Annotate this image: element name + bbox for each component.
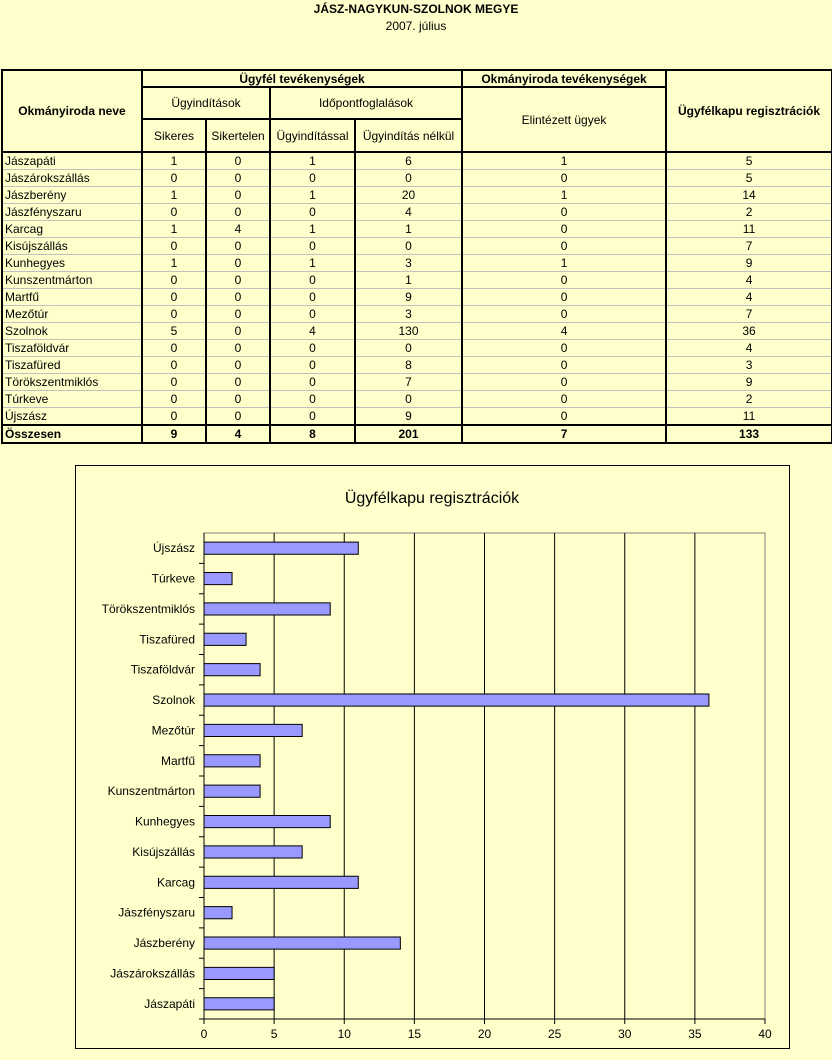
cell-gateway-registrations: 7: [666, 238, 832, 255]
cell-successful: 0: [142, 340, 206, 357]
cell-gateway-registrations: 2: [666, 391, 832, 408]
table-row: [2, 204, 832, 221]
bar: [204, 542, 358, 554]
cell-without-initiation: 8: [355, 357, 462, 374]
cell-unsuccessful: 0: [206, 408, 270, 426]
cell-successful: 0: [142, 306, 206, 323]
cell-successful: 5: [142, 323, 206, 340]
cell-with-initiation: 1: [270, 221, 355, 238]
category-label: Jászfényszaru: [118, 905, 195, 920]
category-label: Tiszaföldvár: [130, 662, 195, 677]
cell-with-initiation: 0: [270, 170, 355, 187]
cell-completed-cases: 0: [462, 221, 666, 238]
bar: [204, 785, 260, 797]
cell-unsuccessful: 0: [206, 374, 270, 391]
cell-successful: 1: [142, 255, 206, 272]
bar: [204, 633, 246, 645]
cell-without-initiation: 3: [355, 255, 462, 272]
table-row: [2, 340, 832, 357]
table-row: [2, 408, 832, 426]
cell-unsuccessful: 0: [206, 272, 270, 289]
table-row: [2, 374, 832, 391]
header-appointments: Időpontfoglalások: [270, 87, 462, 119]
total-completed-cases: 7: [462, 425, 666, 443]
cell-without-initiation: 1: [355, 272, 462, 289]
category-label: Szolnok: [152, 693, 195, 708]
header-with-initiation: Ügyindítással: [270, 119, 355, 152]
bar: [204, 603, 330, 615]
cell-with-initiation: 1: [270, 255, 355, 272]
bar: [204, 846, 302, 858]
total-row: [2, 425, 832, 443]
header-office-activities: Okmányiroda tevékenységek: [462, 70, 666, 87]
cell-successful: 0: [142, 204, 206, 221]
bar: [204, 724, 302, 736]
cell-with-initiation: 0: [270, 238, 355, 255]
table-row: [2, 170, 832, 187]
cell-unsuccessful: 0: [206, 340, 270, 357]
page-subtitle: 2007. július: [385, 19, 447, 33]
cell-without-initiation: 9: [355, 408, 462, 426]
cell-with-initiation: 4: [270, 323, 355, 340]
table-row: [2, 272, 832, 289]
cell-gateway-registrations: 4: [666, 289, 832, 306]
cell-with-initiation: 0: [270, 204, 355, 221]
bar: [204, 876, 358, 888]
total-gateway-registrations: 133: [666, 425, 832, 443]
cell-completed-cases: 0: [462, 204, 666, 221]
cell-office-name: Mezőtúr: [2, 306, 142, 323]
cell-without-initiation: 130: [355, 323, 462, 340]
x-tick-label: 30: [618, 1027, 632, 1041]
cell-without-initiation: 3: [355, 306, 462, 323]
cell-unsuccessful: 0: [206, 323, 270, 340]
cell-unsuccessful: 0: [206, 170, 270, 187]
cell-gateway-registrations: 11: [666, 221, 832, 238]
x-tick-label: 40: [758, 1027, 772, 1041]
total-without-initiation: 201: [355, 425, 462, 443]
cell-unsuccessful: 0: [206, 357, 270, 374]
cell-without-initiation: 0: [355, 391, 462, 408]
header-initiations: Ügyindítások: [142, 87, 270, 119]
header-successful: Sikeres: [142, 119, 206, 152]
cell-with-initiation: 0: [270, 391, 355, 408]
cell-unsuccessful: 0: [206, 306, 270, 323]
x-tick-label: 25: [547, 1027, 562, 1041]
category-label: Jászapáti: [144, 996, 195, 1011]
cell-with-initiation: 0: [270, 340, 355, 357]
cell-gateway-registrations: 2: [666, 204, 832, 221]
category-label: Tiszafüred: [139, 632, 195, 647]
table-row: [2, 391, 832, 408]
cell-office-name: Kunhegyes: [2, 255, 142, 272]
cell-unsuccessful: 0: [206, 238, 270, 255]
category-label: Újszász: [152, 541, 195, 556]
total-unsuccessful: 4: [206, 425, 270, 443]
cell-office-name: Jászfényszaru: [2, 204, 142, 221]
cell-unsuccessful: 0: [206, 152, 270, 170]
table-row: [2, 255, 832, 272]
cell-gateway-registrations: 5: [666, 152, 832, 170]
total-with-initiation: 8: [270, 425, 355, 443]
category-label: Kisújszállás: [132, 844, 195, 859]
cell-unsuccessful: 0: [206, 255, 270, 272]
cell-unsuccessful: 0: [206, 204, 270, 221]
cell-office-name: Tiszafüred: [2, 357, 142, 374]
cell-successful: 0: [142, 374, 206, 391]
cell-completed-cases: 0: [462, 391, 666, 408]
cell-successful: 1: [142, 152, 206, 170]
cell-completed-cases: 0: [462, 374, 666, 391]
cell-office-name: Kunszentmárton: [2, 272, 142, 289]
category-label: Túrkeve: [151, 571, 195, 586]
x-tick-label: 15: [407, 1027, 422, 1041]
cell-with-initiation: 1: [270, 152, 355, 170]
header-office-name: Okmányiroda neve: [2, 70, 142, 152]
cell-gateway-registrations: 9: [666, 255, 832, 272]
cell-gateway-registrations: 5: [666, 170, 832, 187]
cell-successful: 0: [142, 357, 206, 374]
x-tick-label: 5: [270, 1027, 278, 1041]
cell-with-initiation: 0: [270, 289, 355, 306]
category-label: Kunhegyes: [134, 814, 195, 829]
bar: [204, 815, 330, 827]
cell-unsuccessful: 0: [206, 289, 270, 306]
cell-without-initiation: 6: [355, 152, 462, 170]
chart-area: [75, 465, 790, 1049]
cell-successful: 1: [142, 187, 206, 204]
cell-office-name: Túrkeve: [2, 391, 142, 408]
table-row: [2, 289, 832, 306]
cell-completed-cases: 0: [462, 170, 666, 187]
cell-with-initiation: 0: [270, 306, 355, 323]
bar: [204, 937, 400, 949]
cell-successful: 0: [142, 238, 206, 255]
cell-gateway-registrations: 7: [666, 306, 832, 323]
cell-office-name: Kisújszállás: [2, 238, 142, 255]
cell-without-initiation: 0: [355, 170, 462, 187]
total-successful: 9: [142, 425, 206, 443]
header-without-initiation: Ügyindítás nélkül: [355, 119, 462, 152]
cell-gateway-registrations: 14: [666, 187, 832, 204]
category-label: Karcag: [156, 875, 195, 890]
cell-successful: 0: [142, 170, 206, 187]
category-label: Martfű: [160, 753, 195, 768]
bar: [204, 967, 274, 979]
table-row: [2, 357, 832, 374]
cell-gateway-registrations: 4: [666, 340, 832, 357]
total-office-name: Összesen: [2, 425, 142, 443]
bar-chart: [76, 466, 789, 1048]
header-unsuccessful: Sikertelen: [206, 119, 270, 152]
bar: [204, 572, 232, 584]
table-row: [2, 187, 832, 204]
cell-completed-cases: 0: [462, 289, 666, 306]
cell-with-initiation: 1: [270, 187, 355, 204]
category-label: Törökszentmiklós: [101, 601, 195, 616]
cell-successful: 1: [142, 221, 206, 238]
cell-completed-cases: 0: [462, 357, 666, 374]
bar: [204, 664, 260, 676]
x-tick-label: 35: [688, 1027, 702, 1041]
cell-office-name: Törökszentmiklós: [2, 374, 142, 391]
bar: [204, 755, 260, 767]
cell-completed-cases: 0: [462, 238, 666, 255]
cell-completed-cases: 0: [462, 306, 666, 323]
table-row: [2, 152, 832, 170]
cell-completed-cases: 1: [462, 255, 666, 272]
category-label: Kunszentmárton: [107, 784, 195, 799]
cell-office-name: Jászberény: [2, 187, 142, 204]
cell-with-initiation: 0: [270, 272, 355, 289]
cell-office-name: Jászárokszállás: [2, 170, 142, 187]
cell-completed-cases: 0: [462, 340, 666, 357]
cell-with-initiation: 0: [270, 408, 355, 426]
cell-unsuccessful: 0: [206, 391, 270, 408]
table-row: [2, 238, 832, 255]
cell-without-initiation: 7: [355, 374, 462, 391]
cell-gateway-registrations: 3: [666, 357, 832, 374]
cell-gateway-registrations: 4: [666, 272, 832, 289]
table-row: [2, 221, 832, 238]
cell-successful: 0: [142, 272, 206, 289]
x-tick-label: 10: [337, 1027, 351, 1041]
cell-with-initiation: 0: [270, 357, 355, 374]
cell-without-initiation: 20: [355, 187, 462, 204]
cell-with-initiation: 0: [270, 374, 355, 391]
cell-completed-cases: 1: [462, 152, 666, 170]
cell-gateway-registrations: 11: [666, 408, 832, 426]
cell-gateway-registrations: 36: [666, 323, 832, 340]
cell-completed-cases: 0: [462, 408, 666, 426]
category-label: Jászárokszállás: [110, 966, 195, 981]
cell-gateway-registrations: 9: [666, 374, 832, 391]
table-body: [2, 152, 832, 443]
cell-without-initiation: 9: [355, 289, 462, 306]
cell-office-name: Újszász: [2, 408, 142, 426]
cell-office-name: Tiszaföldvár: [2, 340, 142, 357]
cell-without-initiation: 0: [355, 238, 462, 255]
cell-completed-cases: 0: [462, 272, 666, 289]
header-client-activities: Ügyfél tevékenységek: [142, 70, 462, 87]
cell-without-initiation: 4: [355, 204, 462, 221]
category-label: Jászberény: [133, 936, 195, 951]
cell-office-name: Karcag: [2, 221, 142, 238]
x-tick-label: 20: [477, 1027, 492, 1041]
header-completed-cases: Elintézett ügyek: [462, 87, 666, 152]
cell-unsuccessful: 0: [206, 187, 270, 204]
cell-completed-cases: 4: [462, 323, 666, 340]
cell-unsuccessful: 4: [206, 221, 270, 238]
cell-successful: 0: [142, 408, 206, 426]
table-row: [2, 323, 832, 340]
cell-without-initiation: 1: [355, 221, 462, 238]
cell-without-initiation: 0: [355, 340, 462, 357]
cell-successful: 0: [142, 289, 206, 306]
x-tick-label: 0: [200, 1027, 208, 1041]
header-gateway-registrations: Ügyfélkapu regisztrációk: [666, 70, 832, 152]
cell-office-name: Szolnok: [2, 323, 142, 340]
bar: [204, 998, 274, 1010]
bar: [204, 694, 709, 706]
cell-completed-cases: 1: [462, 187, 666, 204]
table-row: [2, 306, 832, 323]
cell-office-name: Jászapáti: [2, 152, 142, 170]
page-title: JÁSZ-NAGYKUN-SZOLNOK MEGYE: [313, 2, 519, 16]
cell-successful: 0: [142, 391, 206, 408]
statistics-table: [1, 69, 832, 444]
chart-title: Ügyfélkapu regisztrációk: [344, 490, 520, 507]
cell-office-name: Martfű: [2, 289, 142, 306]
bar: [204, 907, 232, 919]
category-label: Mezőtúr: [151, 723, 195, 738]
